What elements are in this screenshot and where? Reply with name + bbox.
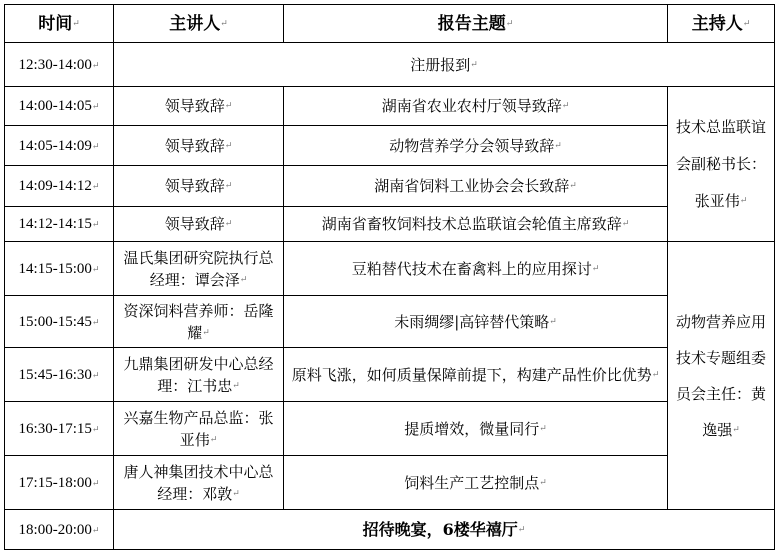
table-row	[5, 510, 775, 550]
table-row	[5, 166, 775, 207]
topic-cell: 豆粕替代技术在畜禽料上的应用探讨 ↵	[284, 242, 668, 296]
header-speaker: 主讲人 ↵	[114, 5, 284, 43]
speaker-cell: 领导致辞 ↵	[114, 87, 284, 126]
speaker-cell: 唐人神集团技术中心总经理：邓敦 ↵	[114, 456, 284, 510]
speaker-cell: 领导致辞 ↵	[114, 166, 284, 207]
speaker-cell: 兴嘉生物产品总监：张亚伟 ↵	[114, 402, 284, 456]
registration-cell: 注册报到 ↵	[114, 43, 775, 87]
header-host: 主持人 ↵	[668, 5, 775, 43]
topic-cell: 湖南省饲料工业协会会长致辞 ↵	[284, 166, 668, 207]
topic-cell: 湖南省畜牧饲料技术总监联谊会轮值主席致辞 ↵	[284, 207, 668, 242]
table-row	[5, 402, 775, 456]
speaker-cell: 领导致辞 ↵	[114, 207, 284, 242]
header-time: 时间 ↵	[5, 5, 114, 43]
time-cell: 15:45-16:30 ↵	[5, 348, 114, 402]
topic-cell: 原料飞涨，如何质量保障前提下，构建产品性价比优势 ↵	[284, 348, 668, 402]
table-row	[5, 207, 775, 242]
time-cell: 14:09-14:12 ↵	[5, 166, 114, 207]
table-row	[5, 87, 775, 126]
time-cell: 14:15-15:00 ↵	[5, 242, 114, 296]
header-topic: 报告主题 ↵	[284, 5, 668, 43]
time-cell: 14:05-14:09 ↵	[5, 126, 114, 166]
time-cell: 12:30-14:00 ↵	[5, 43, 114, 87]
banquet-cell: 招待晚宴，6楼华禧厅 ↵	[114, 510, 775, 550]
time-cell: 14:12-14:15 ↵	[5, 207, 114, 242]
time-cell: 15:00-15:45 ↵	[5, 296, 114, 348]
speaker-cell: 九鼎集团研发中心总经理：江书忠 ↵	[114, 348, 284, 402]
time-cell: 17:15-18:00 ↵	[5, 456, 114, 510]
topic-cell: 饲料生产工艺控制点 ↵	[284, 456, 668, 510]
host-cell: 动物营养应用技术专题组委员会主任：黄逸强 ↵	[668, 242, 775, 510]
header-row	[5, 5, 775, 43]
topic-cell: 湖南省农业农村厅领导致辞 ↵	[284, 87, 668, 126]
time-cell: 16:30-17:15 ↵	[5, 402, 114, 456]
speaker-cell: 领导致辞 ↵	[114, 126, 284, 166]
topic-cell: 动物营养学分会领导致辞 ↵	[284, 126, 668, 166]
table-row	[5, 296, 775, 348]
table-row	[5, 43, 775, 87]
table-row	[5, 126, 775, 166]
host-cell: 技术总监联谊会副秘书长：张亚伟 ↵	[668, 87, 775, 242]
speaker-cell: 资深饲料营养师：岳隆耀 ↵	[114, 296, 284, 348]
time-cell: 18:00-20:00 ↵	[5, 510, 114, 550]
topic-cell: 提质增效，微量同行 ↵	[284, 402, 668, 456]
table-row	[5, 348, 775, 402]
time-cell: 14:00-14:05 ↵	[5, 87, 114, 126]
table-row	[5, 456, 775, 510]
speaker-cell: 温氏集团研究院执行总经理：谭会泽 ↵	[114, 242, 284, 296]
topic-cell: 未雨绸缪|高锌替代策略 ↵	[284, 296, 668, 348]
schedule-table	[4, 4, 775, 550]
table-row	[5, 242, 775, 296]
